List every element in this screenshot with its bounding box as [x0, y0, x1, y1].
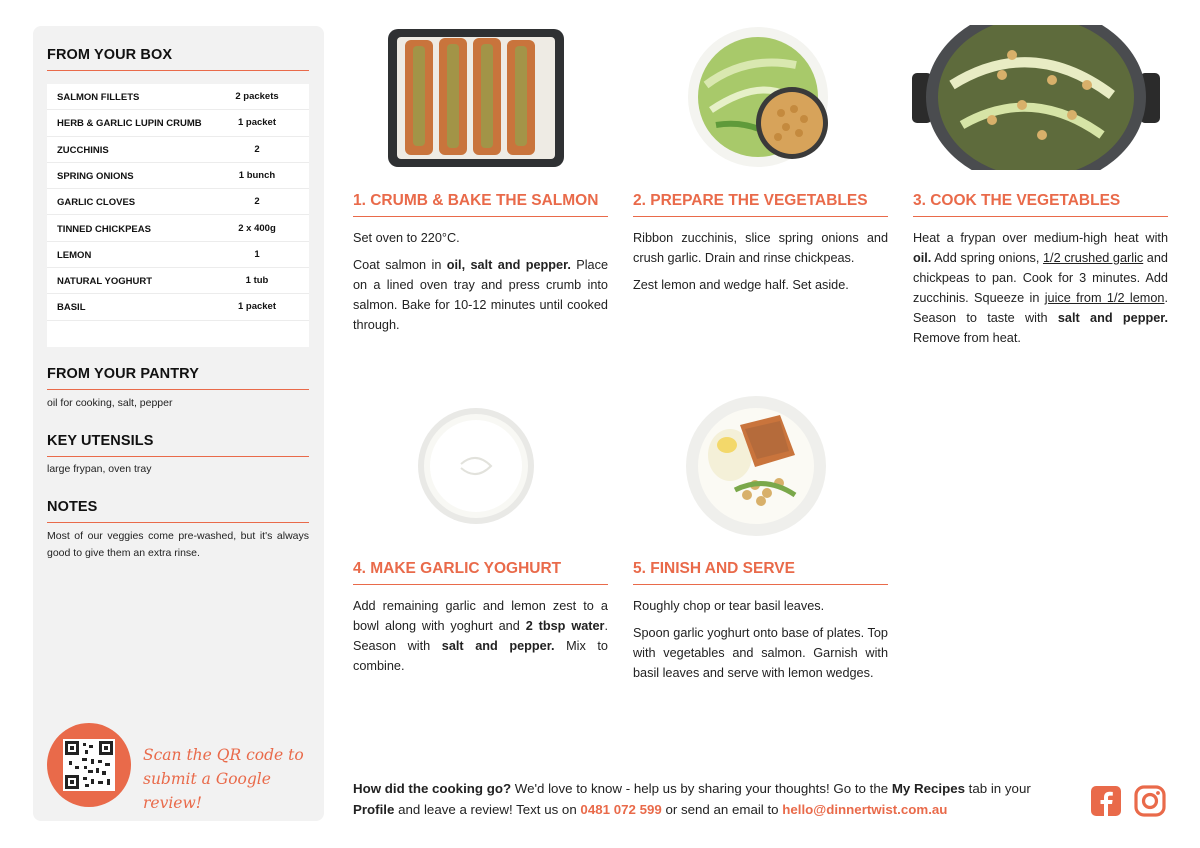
ingredient-qty: 1 packet [237, 117, 277, 129]
step-4-body [353, 596, 608, 683]
qr-caption [143, 743, 313, 815]
ingredient-qty: 1 tub [245, 275, 269, 287]
frypan-vegetables-image [912, 25, 1160, 175]
email-link[interactable]: hello@dinnertwist.com.au [782, 802, 948, 817]
step-2-title: 2. PREPARE THE VEGETABLES [633, 192, 888, 217]
table-row [47, 137, 309, 163]
ingredient-qty: 2 [254, 143, 260, 155]
step-1-body [353, 228, 608, 342]
table-row [47, 242, 309, 268]
step-5-text-2: Spoon garlic yoghurt onto base of plates. Top with vegetables and salmon. Garnish with basil leaves and serve with lemon wedges. [633, 626, 888, 680]
plated-salmon-image [685, 395, 827, 542]
table-row [47, 216, 309, 242]
step-3-title: 3. COOK THE VEGETABLES [913, 192, 1168, 217]
ingredient-qty: 1 packet [237, 301, 277, 313]
ingredients-table [47, 84, 309, 347]
step-1-text-2: Coat salmon in oil, salt and pepper. Place on a lined oven tray and press crumb into salmon. Bake for 10-12 minutes until cooked through. [353, 258, 608, 332]
step-5-title: 5. FINISH AND SERVE [633, 560, 888, 585]
step-5-text-1: Roughly chop or tear basil leaves. [633, 599, 825, 613]
table-row [47, 110, 309, 136]
ingredient-name: ZUCCHINIS [57, 144, 109, 156]
ingredient-name: GARLIC CLOVES [57, 197, 136, 209]
ingredient-qty: 2 packets [235, 91, 279, 102]
ingredient-name: SPRING ONIONS [57, 170, 134, 182]
ingredient-qty: 1 [254, 248, 260, 260]
from-your-box-title: FROM YOUR BOX [47, 47, 309, 71]
step-4-title: 4. MAKE GARLIC YOGHURT [353, 560, 608, 585]
sidebar [33, 26, 324, 821]
vegetables-bowl-image [686, 25, 831, 175]
step-2-text-1: Ribbon zucchinis, slice spring onions and crush garlic. Drain and rinse chickpeas. [633, 231, 888, 265]
utensils-title: KEY UTENSILS [47, 433, 309, 457]
step-1-text-1: Set oven to 220°C. [353, 231, 460, 245]
table-row [47, 84, 309, 110]
ingredient-name: NATURAL YOGHURT [57, 276, 152, 288]
pantry-text: oil for cooking, salt, pepper [47, 397, 173, 409]
step-1-title: 1. CRUMB & BAKE THE SALMON [353, 192, 608, 217]
step-2-body [633, 228, 888, 302]
step-3-body [913, 228, 1168, 355]
table-row [47, 294, 309, 320]
qr-code-icon [63, 739, 115, 791]
table-row [47, 163, 309, 189]
notes-text: Most of our veggies come pre-washed, but it's always good to give them an extra rinse. [47, 530, 309, 559]
phone-number[interactable]: 0481 072 599 [580, 802, 662, 817]
review-footer: How did the cooking go? We'd love to know - help us by sharing your thoughts! Go to the My Recipes tab in your Profile and leave a review! Text us on 0481 072 599 or send an email to hello@dinnertwist.com.au [353, 781, 1031, 817]
step-4-text: Add remaining garlic and lemon zest to a bowl along with yoghurt and 2 tbsp water. Season with salt and pepper. Mix to combine. [353, 599, 608, 673]
ingredient-name: BASIL [57, 302, 86, 314]
facebook-icon[interactable] [1090, 785, 1122, 817]
utensils-text: large frypan, oven tray [47, 463, 152, 475]
table-row [47, 268, 309, 294]
ingredient-name: TINNED CHICKPEAS [57, 223, 151, 235]
ingredient-qty: 2 x 400g [238, 222, 276, 234]
qr-caption-line1: Scan the QR code to [143, 746, 304, 764]
baked-salmon-image [387, 28, 565, 173]
ingredient-name: SALMON FILLETS [57, 92, 140, 103]
table-row [47, 189, 309, 215]
pantry-title: FROM YOUR PANTRY [47, 366, 309, 390]
step-3-text: Heat a frypan over medium-high heat with oil. Add spring onions, 1/2 crushed garlic and chickpeas to pan. Cook for 3 minutes. Add zucchinis. Squeeze in juice from 1/2 lemon. Season to taste with salt and pepper. Remove from heat. [913, 231, 1169, 345]
ingredient-qty: 2 [254, 196, 260, 208]
step-2-text-2: Zest lemon and wedge half. Set aside. [633, 278, 849, 292]
yoghurt-bowl-image [416, 406, 536, 531]
qr-caption-line2: submit a Google review! [143, 770, 271, 812]
qr-code-badge[interactable] [47, 723, 131, 807]
notes-title: NOTES [47, 499, 309, 523]
ingredient-name: LEMON [57, 249, 92, 261]
ingredient-qty: 1 bunch [238, 169, 276, 181]
instagram-icon[interactable] [1134, 785, 1166, 817]
step-5-body [633, 596, 888, 690]
ingredient-name: HERB & GARLIC LUPIN CRUMB [57, 118, 202, 130]
